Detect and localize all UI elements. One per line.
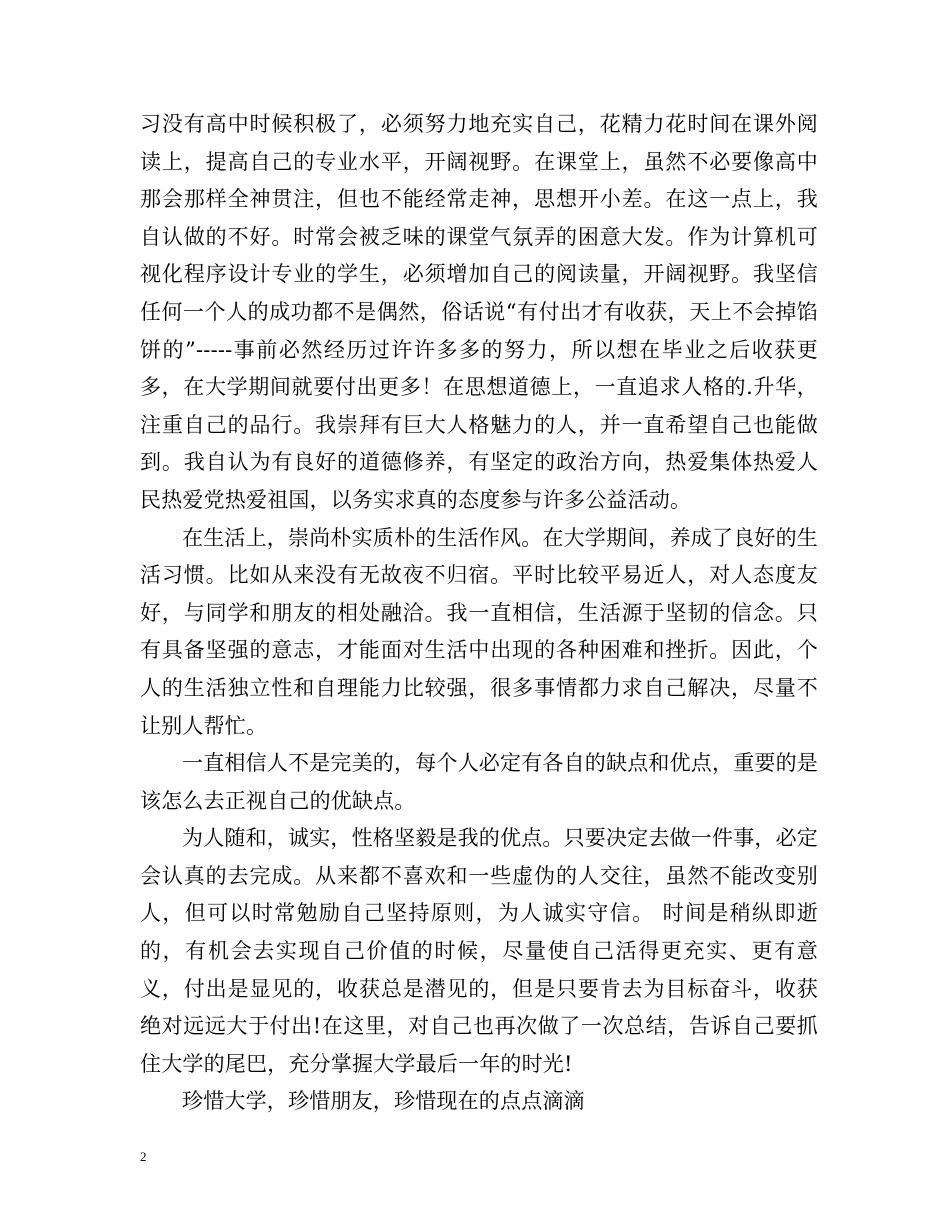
paragraph-1: 习没有高中时候积极了，必须努力地充实自己，花精力花时间在课外阅读上，提高自己的专业水平，开阔视野。在课堂上，虽然不必要像高中那会那样全神贯注，但也不能经常走神，思想开小差。在这一点上，我自认做的不好。时常会被乏味的课堂气氛弄的困意大发。作为计算机可视化程序设计专业的学生，必须增加自己的阅读量，开阔视野。我坚信任何一个人的成功都不是偶然，俗话说“有付出才有收获，天上不会掉馅饼的”-----事前必然经历过许许多多的努力，所以想在毕业之后收获更多，在大学期间就要付出更多！在思想道德上，一直追求人格的.升华，注重自己的品行。我崇拜有巨大人格魅力的人，并一直希望自己也能做到。我自认为有良好的道德修养，有坚定的政治方向，热爱集体热爱人民热爱党热爱祖国，以务实求真的态度参与许多公益活动。: [140, 112, 818, 512]
paragraph-4: 为人随和，诚实，性格坚毅是我的优点。只要决定去做一件事，必定会认真的去完成。从来都不喜欢和一些虚伪的人交往，虽然不能改变别人，但可以时常勉励自己坚持原则，为人诚实守信。 时间是稍纵即逝的，有机会去实现自己价值的时候，尽量使自己活得更充实、更有意义，付出是显见的，收获总是潜见的，但是只要肯去为目标奋斗，收获绝对远远大于付出!在这里，对自己也再次做了一次总结，告诉自己要抓住大学的尾巴，充分掌握大学最后一年的时光!: [140, 826, 818, 1076]
paragraph-3: 一直相信人不是完美的，每个人必定有各自的缺点和优点，重要的是该怎么去正视自己的优缺点。: [140, 751, 818, 813]
paragraph-5: 珍惜大学，珍惜朋友，珍惜现在的点点滴滴: [182, 1089, 585, 1114]
page-number: 2: [140, 1149, 147, 1164]
paragraph-2: 在生活上，崇尚朴实质朴的生活作风。在大学期间，养成了良好的生活习惯。比如从来没有无故夜不归宿。平时比较平易近人，对人态度友好，与同学和朋友的相处融洽。我一直相信，生活源于坚韧的信念。只有具备坚强的意志，才能面对生活中出现的各种困难和挫折。因此，个人的生活独立性和自理能力比较强，很多事情都力求自己解决，尽量不让别人帮忙。: [140, 525, 818, 738]
document-body: [140, 106, 818, 1121]
